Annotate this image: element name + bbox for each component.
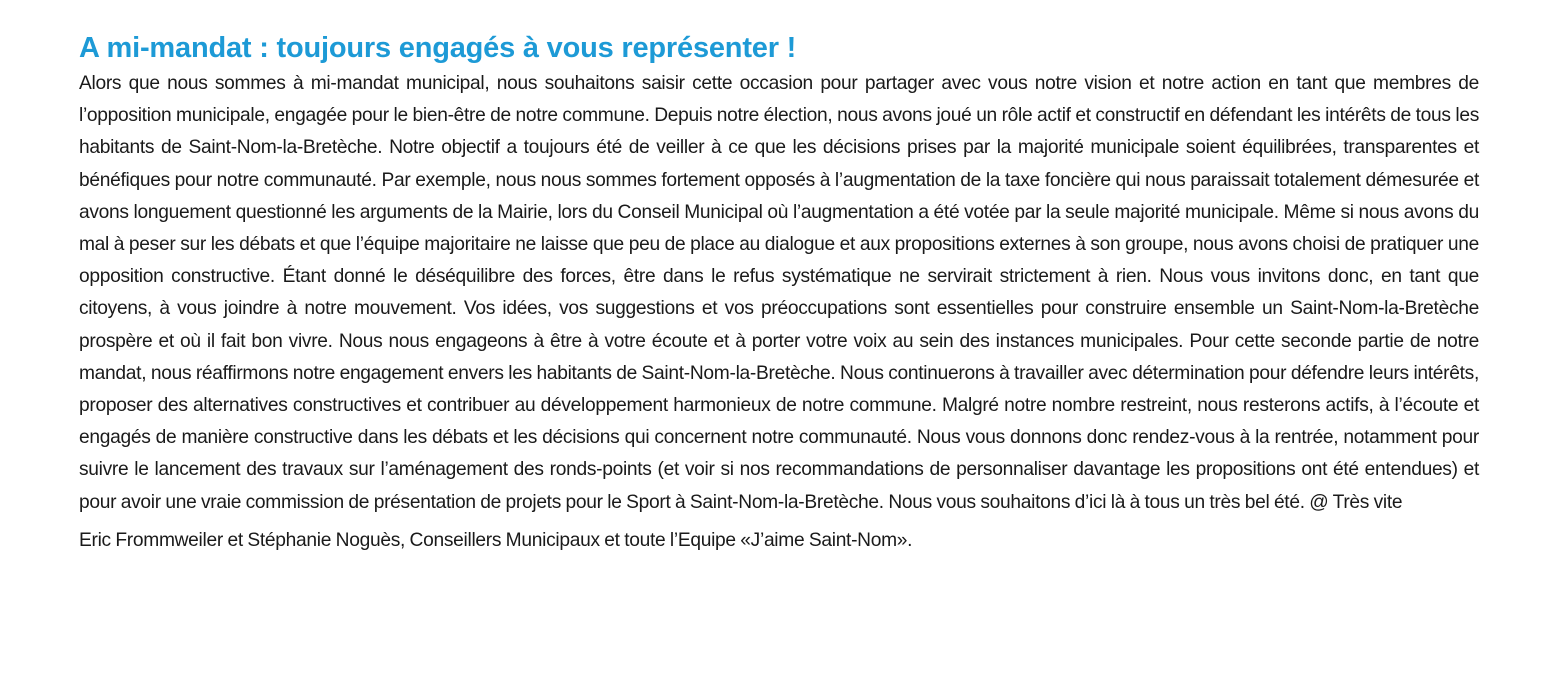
article-title: A mi-mandat : toujours engagés à vous représenter ! (79, 32, 797, 64)
article-body: Alors que nous sommes à mi-mandat municipal, nous souhaitons saisir cette occasion pour partager avec vous notre vision et notre action en tant que membres de l’opposition municipale, engagée pour le bien-être de notre commune. Depuis notre élection, nous avons joué un rôle actif et constructif en défendant les intérêts de tous les habitants de Saint-Nom-la-Bretèche. Notre objectif a toujours été de veiller à ce que les décisions prises par la majorité municipale soient équilibrées, transparentes et bénéfiques pour notre communauté. Par exemple, nous nous sommes fortement opposés à l’augmentation de la taxe foncière qui nous paraissait totalement démesurée et avons longuement questionné les arguments de la Mairie, lors du Conseil Municipal où l’augmentation a été votée par la seule majorité municipale. Même si nous avons du mal à peser sur les débats et que l’équipe majoritaire ne laisse que peu de place au dialogue et aux propositions externes à son groupe, nous avons choisi de pratiquer une opposition constructive. Étant donné le déséquilibre des forces, être dans le refus systématique ne servirait strictement à rien. Nous vous invitons donc, en tant que citoyens, à vous joindre à notre mouvement. Vos idées, vos suggestions et vos préoccupations sont essentielles pour construire ensemble un Saint-Nom-la-Bretèche prospère et où il fait bon vivre. Nous nous engageons à être à votre écoute et à porter votre voix au sein des instances municipales. Pour cette seconde partie de notre mandat, nous réaffirmons notre engagement envers les habitants de Saint-Nom-la-Bretèche. Nous continuerons à travailler avec détermination pour défendre leurs intérêts, proposer des alternatives constructives et contribuer au développement harmonieux de notre commune. Malgré notre nombre restreint, nous resterons actifs, à l’écoute et engagés de manière constructive dans les débats et les décisions qui concernent notre communauté. Nous vous donnons donc rendez-vous à la rentrée, notamment pour suivre le lancement des travaux sur l’aménagement des ronds-points (et voir si nos recommandations de personnaliser davantage les propositions ont été entendues) et pour avoir une vraie commission de présentation de projets pour le Sport à Saint-Nom-la-Bretèche. Nous vous souhaitons d’ici là à tous un très bel été. @ Très vite (79, 73, 1479, 513)
article-signature: Eric Frommweiler et Stéphanie Noguès, Conseillers Municipaux et toute l’Equipe «J’aime Saint-Nom». (79, 529, 913, 551)
article (79, 28, 1479, 557)
